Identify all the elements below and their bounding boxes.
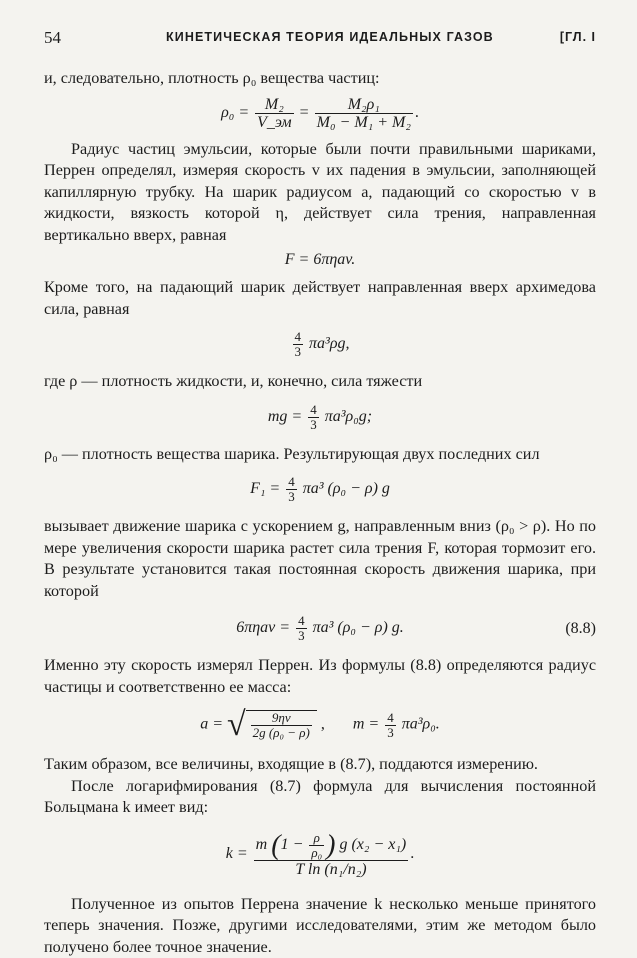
paragraph-1: и, следовательно, плотность ρ₀ вещества частиц: <box>44 68 596 90</box>
paragraph-3: Кроме того, на падающий шарик действует направленная вверх архимедова сила, равная <box>44 277 596 320</box>
running-title: КИНЕТИЧЕСКАЯ ТЕОРИЯ ИДЕАЛЬНЫХ ГАЗОВ <box>166 30 494 44</box>
paragraph-7: Именно эту скорость измерял Перрен. Из формулы (8.8) определяются радиус частицы и соответственно ее масса: <box>44 655 596 698</box>
paragraph-6: вызывает движение шарика с ускорением g, направленным вниз (ρ₀ > ρ). Но по мере увеличения скорости шарика растет сила трения F, которая тормозит его. В результате установится такая постоянная скорость движения шарика, при которой <box>44 516 596 602</box>
paragraph-4: где ρ — плотность жидкости, и, конечно, сила тяжести <box>44 371 596 393</box>
page-number: 54 <box>44 28 61 48</box>
equation-gravity: mg = $\frac{4}{3}$ πa³ρ₀g; <box>44 403 596 432</box>
equation-radius-mass: a = √ $\frac{9\eta v}{\text{2g (ρ₀ − ρ)}}$ , m = $\frac{4}{3}$ πa³ρ₀. <box>44 706 596 744</box>
equation-archimedes: $\frac{4}{3}$ πa³ρg, <box>44 330 596 359</box>
equation-boltzmann: k = m (1 − $\frac{\rho}{\text{ρ₀}}$ ) g (x₂ − x₁) T ln (n₁/n₂) . <box>44 831 596 878</box>
equation-friction: F = 6πηav. <box>44 251 596 269</box>
paragraph-8: Таким образом, все величины, входящие в (8.7), поддаются измерению. <box>44 754 596 776</box>
fraction-m2-vem: $\frac{\text{M₂}}{V\_эм}$ <box>255 96 293 131</box>
fraction-m2rho1: $\frac{\text{M₂ρ₁}}{\text{M₀ − M₁ + M₂}}$ <box>315 96 413 131</box>
paragraph-10: Полученное из опытов Перрена значение k несколько меньше принятого теперь значения. Позже, другими исследователями, этим же методом было получено более точное значение. <box>44 894 596 958</box>
paragraph-2: Радиус частиц эмульсии, которые были почти правильными шариками, Перрен определял, измеряя скорость v их падения в эмульсии, заполняющей капиллярную трубку. На шарик радиусом a, падающий со скоростью v в жидкости, вязкость которой η, действует сила трения, направленная вертикально вверх, равная <box>44 139 596 247</box>
paragraph-5: ρ₀ — плотность вещества шарика. Результирующая двух последних сил <box>44 444 596 466</box>
chapter-label: [ГЛ. I <box>560 30 596 44</box>
paragraph-9: После логарифмирования (8.7) формула для вычисления постоянной Больцмана k имеет вид: <box>44 776 596 819</box>
equation-number: (8.8) <box>565 620 596 638</box>
page-header <box>44 28 596 54</box>
square-root: √ $\frac{9\eta v}{\text{2g (ρ₀ − ρ)}}$ <box>227 706 317 744</box>
equation-particle-density: ρ₀ = $\frac{\text{M₂}}{V\_эм}$ = $\frac{\text{M₂ρ₁}}{\text{M₀ − M₁ + M₂}}$ . <box>44 96 596 131</box>
equation-resultant-force: F₁ = $\frac{4}{3}$ πa³ (ρ₀ − ρ) g <box>44 475 596 504</box>
equation-8-8: 6πηav = $\frac{4}{3}$ πa³ (ρ₀ − ρ) g. (8.8) <box>44 614 596 643</box>
book-page <box>44 28 596 958</box>
